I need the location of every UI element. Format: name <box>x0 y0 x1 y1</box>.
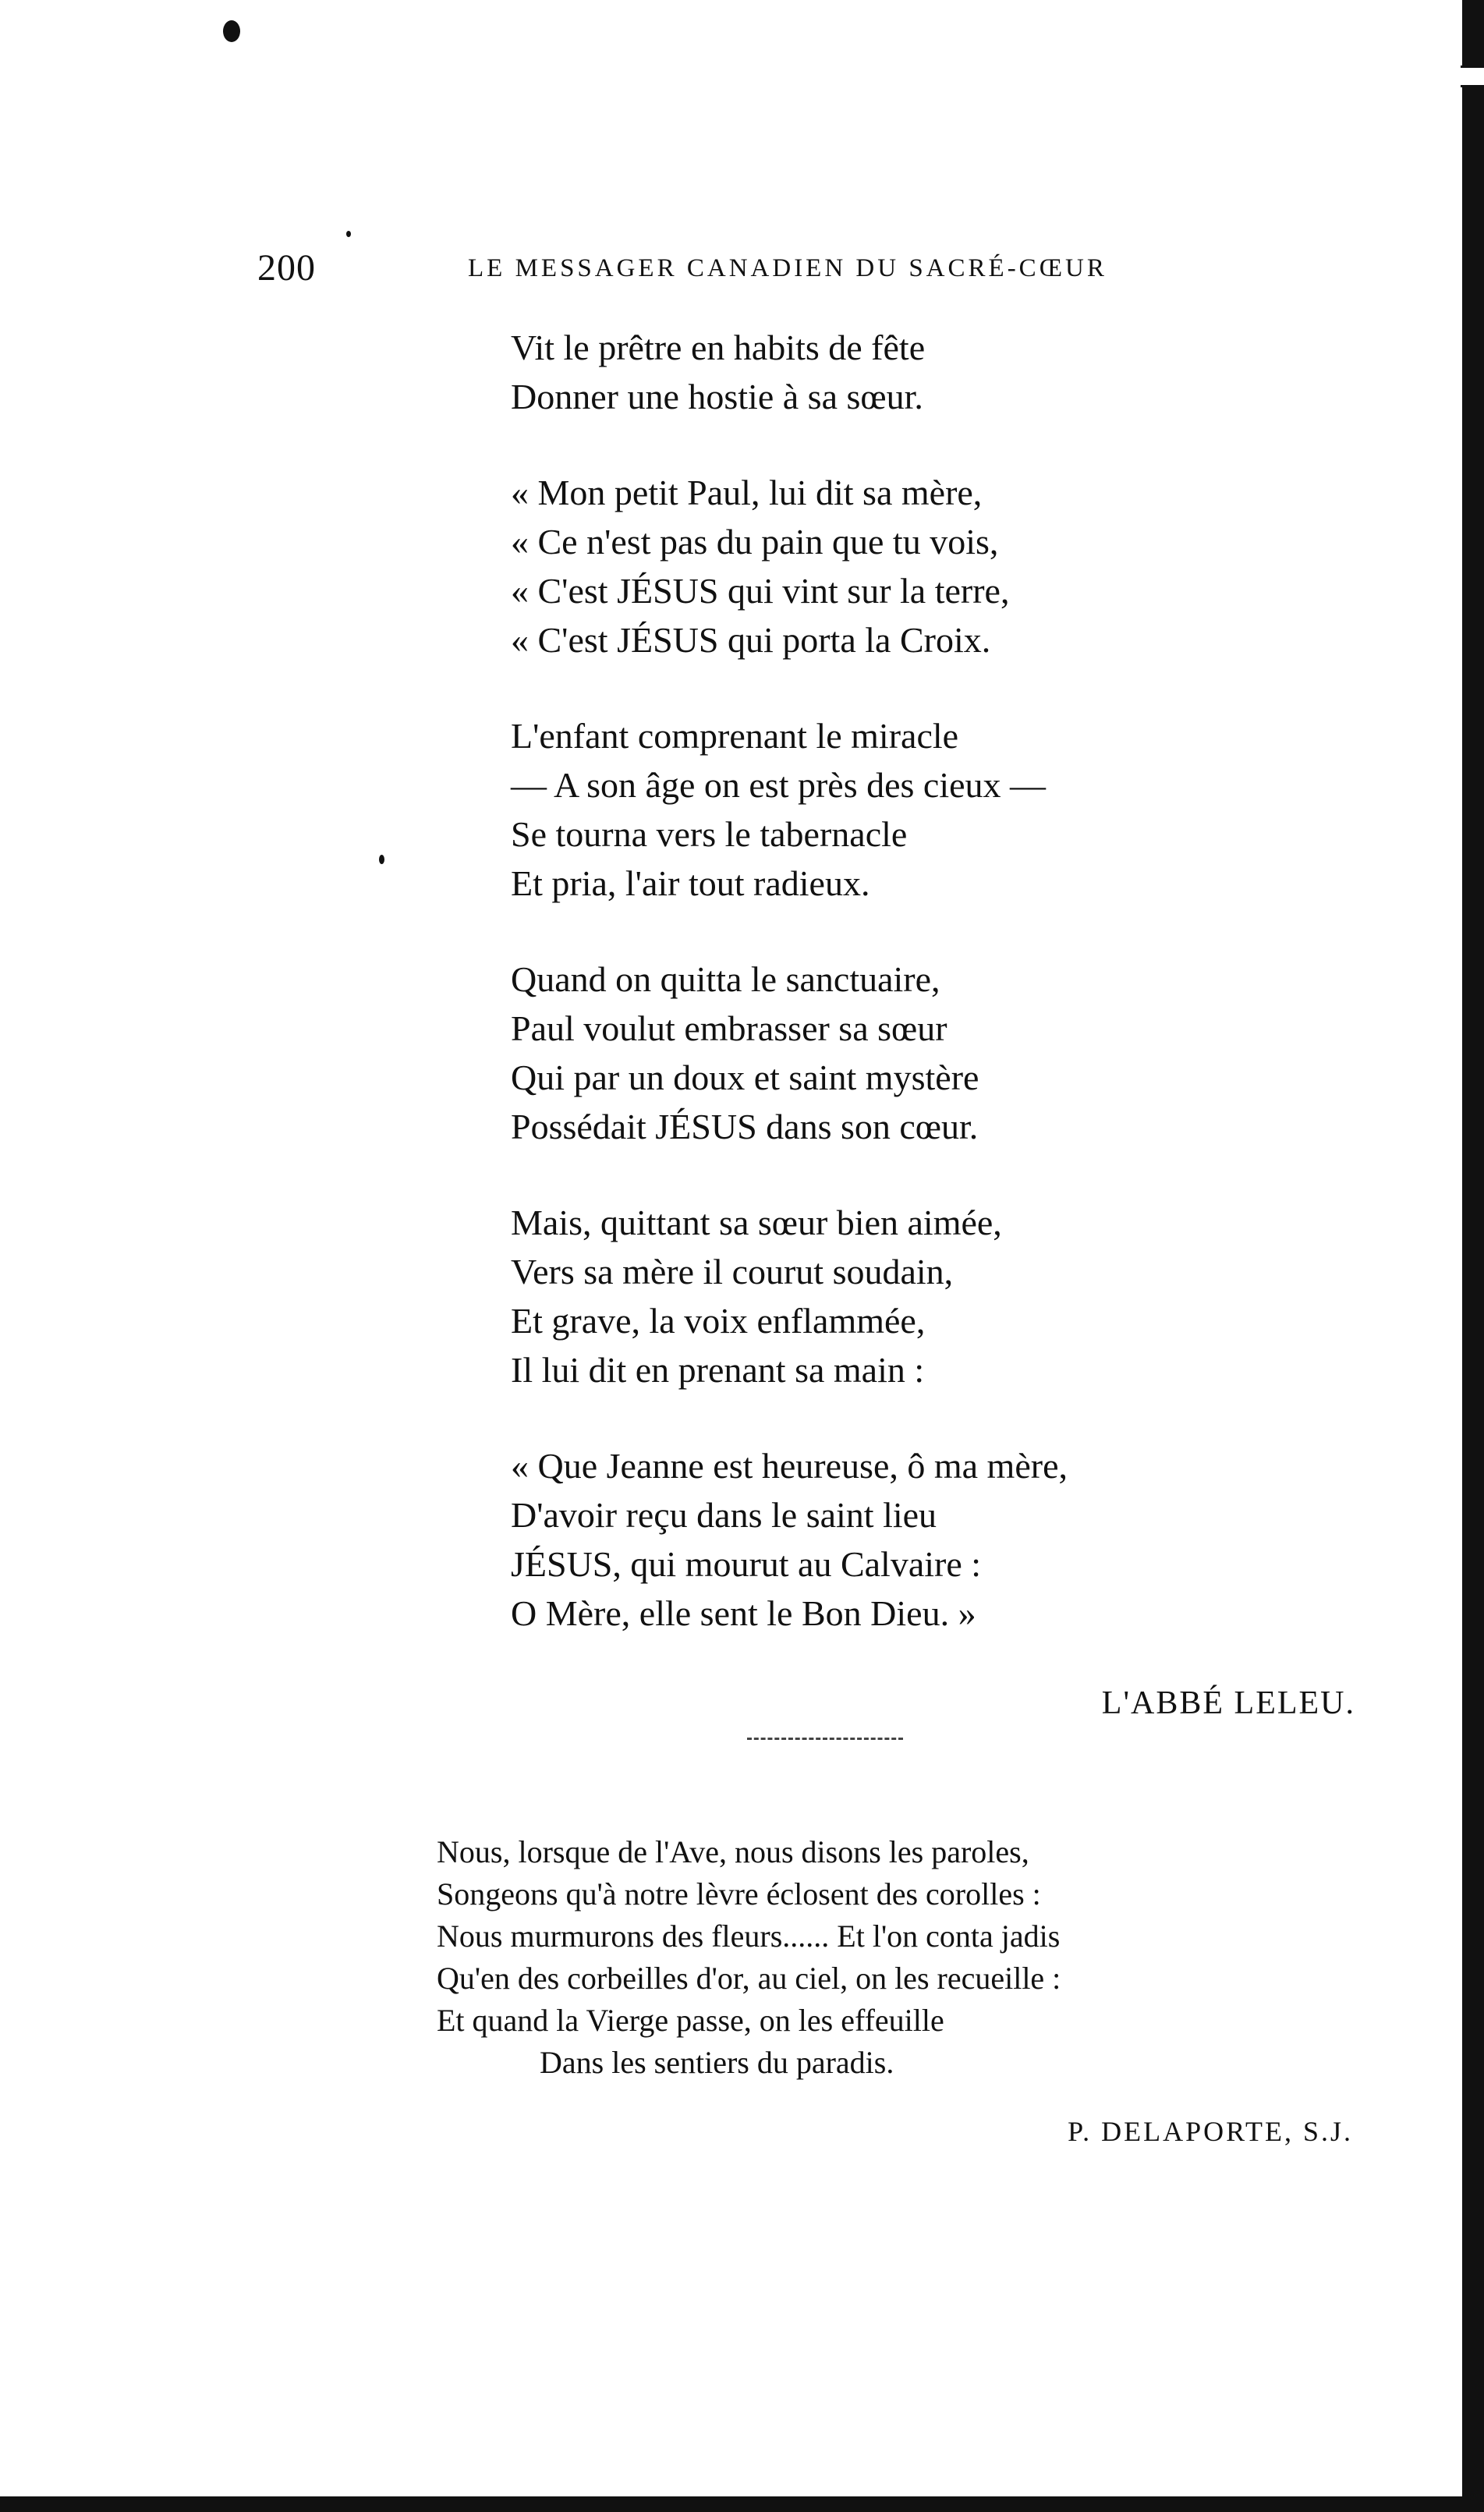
stanza <box>511 955 1369 1151</box>
poem-line: Et grave, la voix enflammée, <box>511 1301 926 1341</box>
stanza <box>511 711 1369 908</box>
poem-line: « Que Jeanne est heureuse, ô ma mère, <box>511 1446 1068 1486</box>
page-edge-shadow <box>1462 0 1484 2512</box>
scan-speck <box>346 231 351 237</box>
poem-line: « Mon petit Paul, lui dit sa mère, <box>511 473 983 512</box>
poem-2-last-line: Dans les sentiers du paradis. <box>540 2045 894 2080</box>
poem-2-line: Nous murmurons des fleurs...... Et l'on conta jadis <box>437 1919 1061 1954</box>
poem-2-line: Songeons qu'à notre lèvre éclosent des corolles : <box>437 1876 1041 1911</box>
poem-line: Se tourna vers le tabernacle <box>511 814 908 854</box>
poem-line: « Ce n'est pas du pain que tu vois, <box>511 522 999 562</box>
scan-speck <box>379 855 384 864</box>
poem-line: Possédait JÉSUS dans son cœur. <box>511 1107 979 1146</box>
stanza <box>511 468 1369 664</box>
poem-2-line: Nous, lorsque de l'Ave, nous disons les paroles, <box>437 1834 1029 1869</box>
poem-line: — A son âge on est près des cieux — <box>511 765 1047 805</box>
page-bottom-shadow <box>0 2496 1484 2512</box>
poem-line: Vers sa mère il courut soudain, <box>511 1252 954 1291</box>
stanza <box>511 1441 1369 1638</box>
poem-line: Vit le prêtre en habits de fête <box>511 328 926 367</box>
poem-line: Et pria, l'air tout radieux. <box>511 863 870 903</box>
poem-line: « C'est JÉSUS qui vint sur la terre, <box>511 571 1010 611</box>
journal-title: LE MESSAGER CANADIEN DU SACRÉ-CŒUR <box>468 254 1107 282</box>
poem-line: Paul voulut embrasser sa sœur <box>511 1008 947 1048</box>
section-separator <box>747 1738 903 1743</box>
stanza <box>511 323 1369 421</box>
poem-2 <box>437 1831 1372 2084</box>
poem-line: « C'est JÉSUS qui porta la Croix. <box>511 620 991 660</box>
stanza <box>511 1198 1369 1394</box>
poem-line: Il lui dit en prenant sa main : <box>511 1350 925 1390</box>
scan-speck <box>223 20 240 42</box>
poem-2-line: Qu'en des corbeilles d'or, au ciel, on les recueille : <box>437 1961 1061 1996</box>
page-number: 200 <box>257 247 316 289</box>
running-head <box>257 246 1349 293</box>
poem-line: Donner une hostie à sa sœur. <box>511 377 923 416</box>
poem-line: Qui par un doux et saint mystère <box>511 1058 979 1097</box>
poem <box>511 323 1369 1685</box>
poem-line: D'avoir reçu dans le saint lieu <box>511 1495 937 1535</box>
poem-line: L'enfant comprenant le miracle <box>511 716 959 756</box>
poem-line: O Mère, elle sent le Bon Dieu. » <box>511 1593 976 1633</box>
poem-2-attribution: P. DELAPORTE, S.J. <box>1068 2116 1353 2147</box>
poem-line: Mais, quittant sa sœur bien aimée, <box>511 1203 1002 1242</box>
poem-line: JÉSUS, qui mourut au Calvaire : <box>511 1544 982 1584</box>
poem-attribution: L'ABBÉ LELEU. <box>1101 1685 1355 1721</box>
poem-line: Quand on quitta le sanctuaire, <box>511 959 940 999</box>
poem-2-line: Et quand la Vierge passe, on les effeuille <box>437 2003 944 2038</box>
page-edge-mark <box>1461 66 1484 87</box>
